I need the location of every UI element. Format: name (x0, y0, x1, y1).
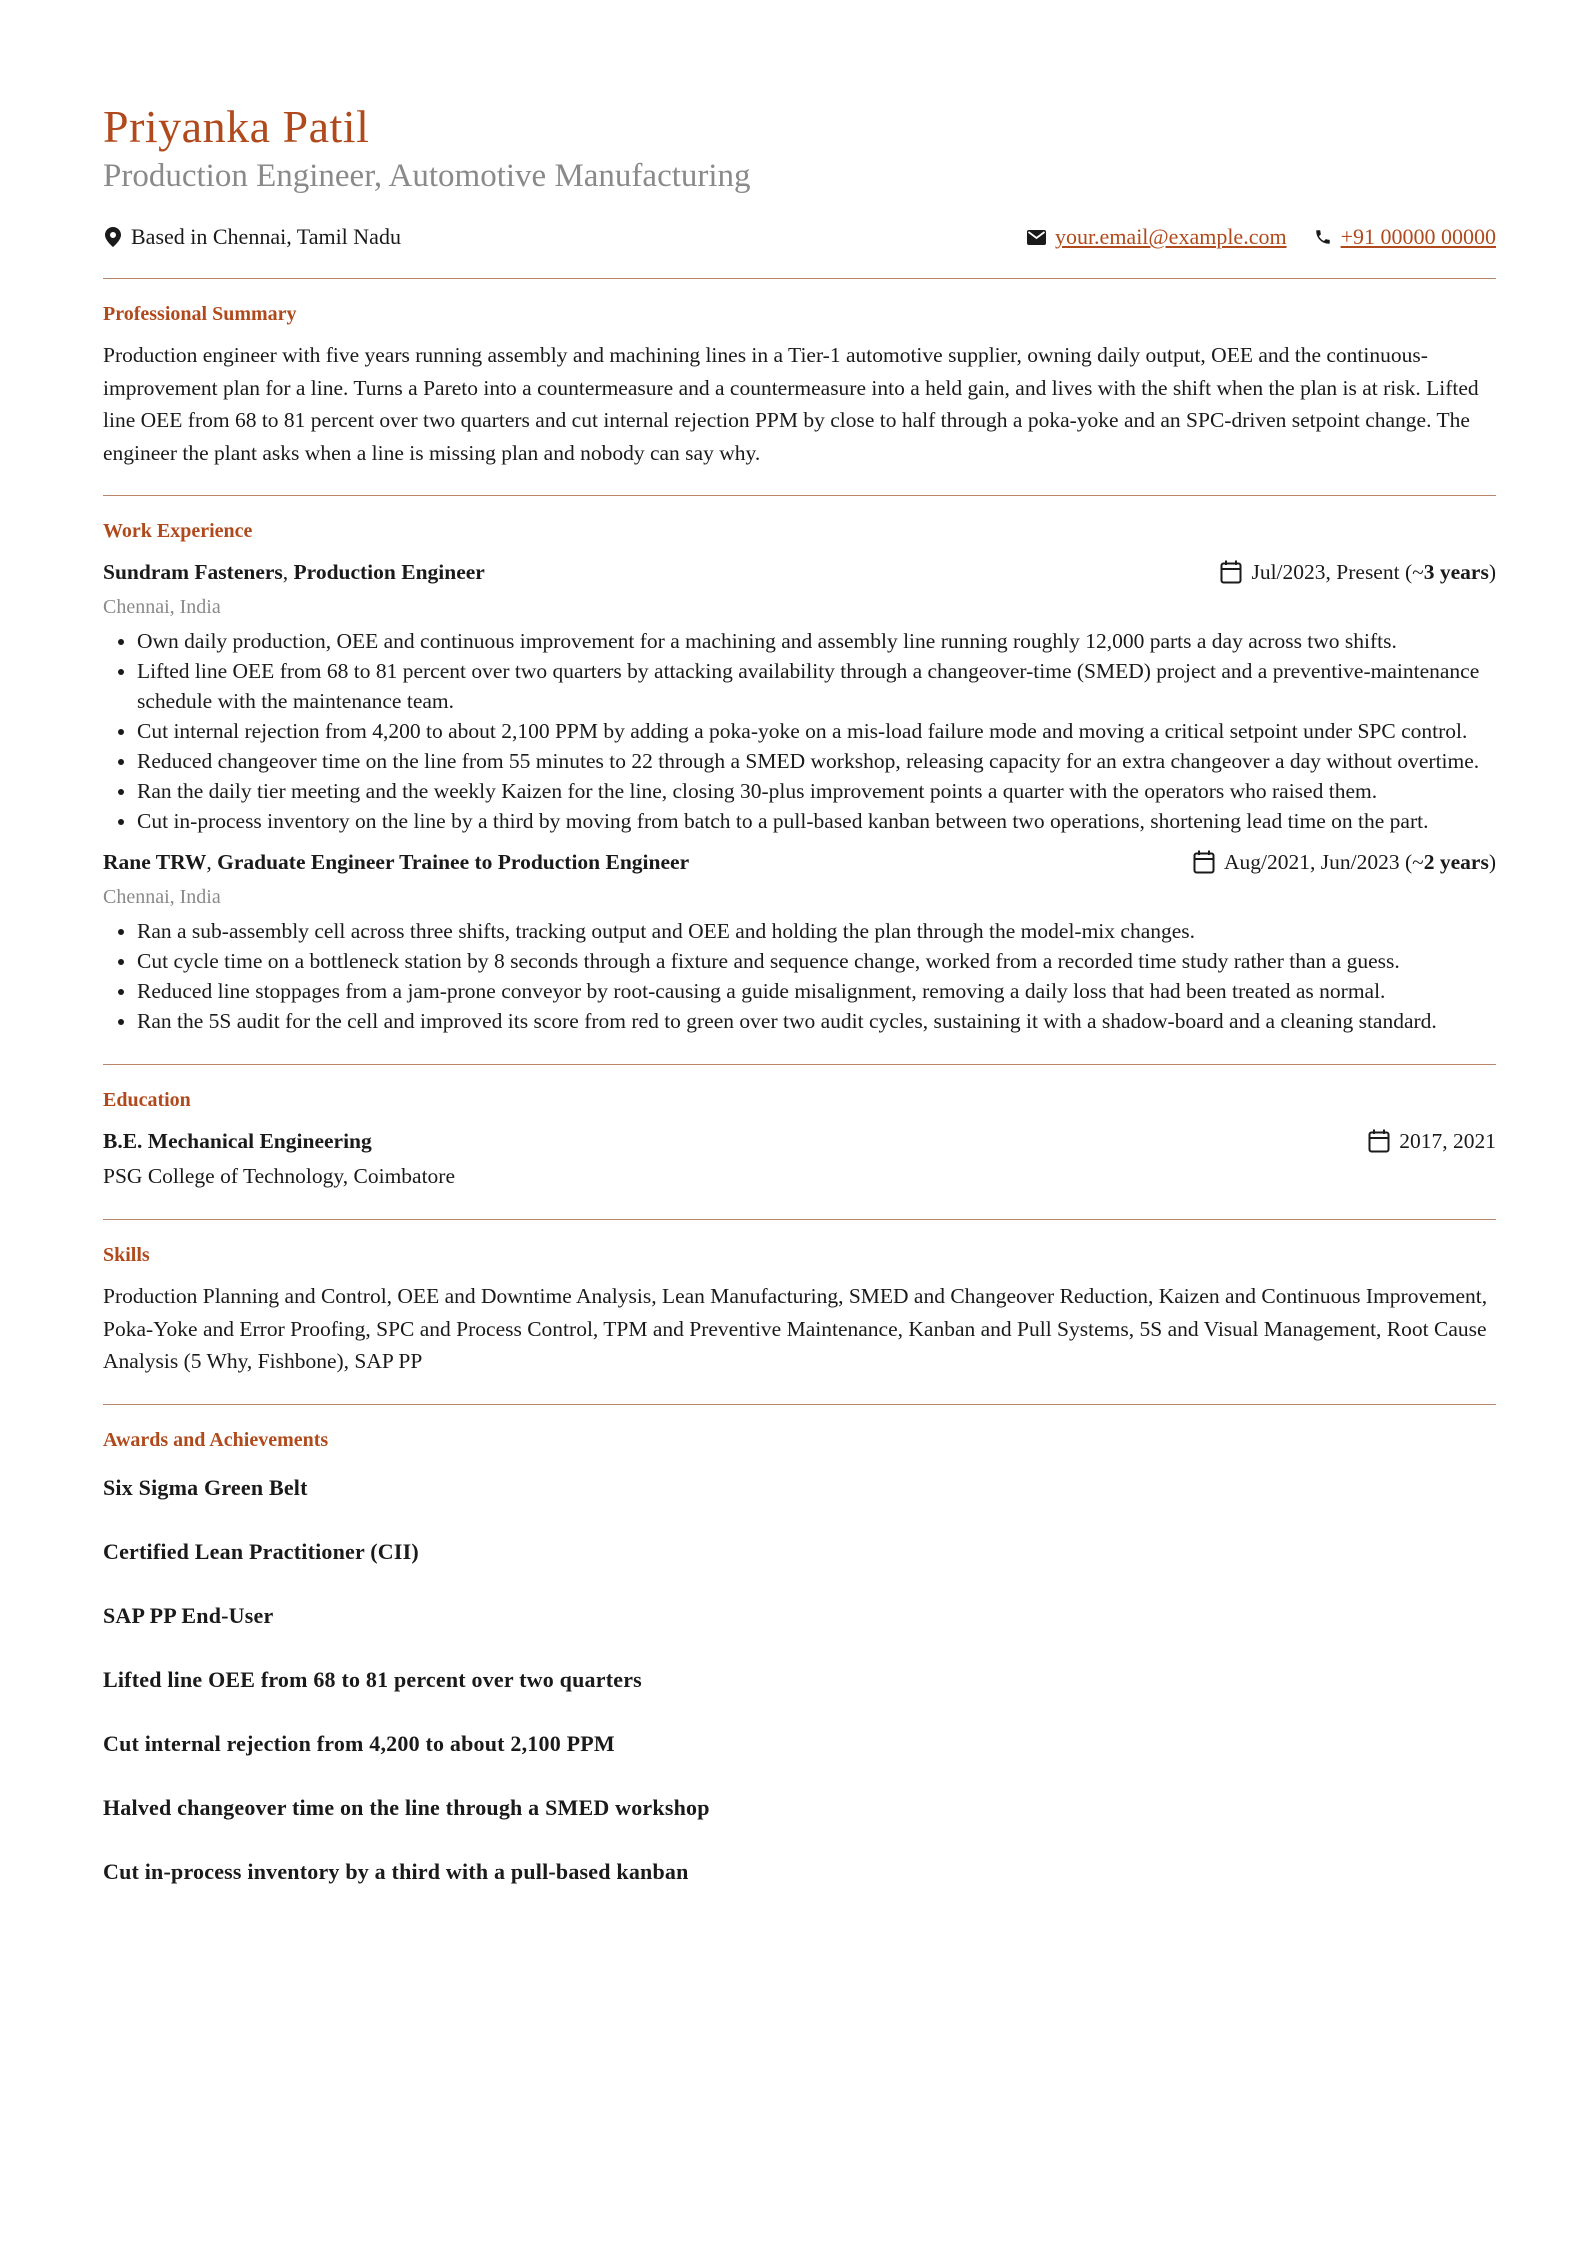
education-section (103, 1065, 1496, 1219)
job-dates (1219, 556, 1496, 588)
calendar-icon (1367, 1129, 1391, 1153)
contact-row (103, 220, 1496, 254)
calendar-icon (1219, 560, 1243, 584)
education-degree: B.E. Mechanical Engineering (103, 1129, 372, 1154)
job-date-close: ) (1488, 560, 1496, 585)
job-location: Chennai, India (103, 596, 221, 619)
contact-links (1027, 224, 1496, 250)
list-item: • Ran a sub-assembly cell across three shifts, tracking output and OEE and holding the plan through the model-mix changes. (137, 916, 1496, 946)
job-duration: 3 years (1423, 560, 1489, 585)
list-item: • Ran the 5S audit for the cell and improved its score from red to green over two audit cycles, sustaining it with a shadow-board and a cleaning standard. (137, 1006, 1496, 1036)
section-title-summary: Professional Summary (103, 303, 297, 326)
award-item: SAP PP End-User (103, 1602, 274, 1628)
job-entry (103, 846, 1496, 1036)
job-entry (103, 556, 1496, 836)
job-title: Sundram Fasteners, Production Engineer (103, 560, 485, 585)
section-title-experience: Work Experience (103, 520, 253, 543)
phone-item (1313, 224, 1496, 250)
job-company: Sundram Fasteners (103, 560, 283, 585)
list-item: • Lifted line OEE from 68 to 81 percent over two quarters by attacking availability through a changeover-time (SMED) project and a preventive-maintenance schedule with the maintenance team. (137, 656, 1496, 716)
award-item: Halved changeover time on the line through a SMED workshop (103, 1794, 710, 1820)
list-item: • Reduced changeover time on the line from 55 minutes to 22 through a SMED workshop, releasing capacity for an extra changeover a day without overtime. (137, 746, 1496, 776)
education-date-range: 2017, 2021 (1399, 1129, 1496, 1154)
list-item: • Own daily production, OEE and continuous improvement for a machining and assembly line running roughly 12,000 parts a day across two shifts. (137, 626, 1496, 656)
education-school: PSG College of Technology, Coimbatore (103, 1164, 456, 1189)
education-dates (1367, 1125, 1496, 1157)
list-item: • Cut internal rejection from 4,200 to about 2,100 PPM by adding a poka-yoke on a mis-load failure mode and moving a critical setpoint under SPC control. (137, 716, 1496, 746)
award-item: Lifted line OEE from 68 to 81 percent over two quarters (103, 1666, 642, 1692)
phone-icon (1313, 227, 1333, 247)
job-dates (1192, 846, 1496, 878)
section-title-education: Education (103, 1089, 191, 1112)
job-location: Chennai, India (103, 886, 221, 909)
skills-section (103, 1220, 1496, 1404)
envelope-icon (1027, 227, 1047, 247)
award-item: Cut internal rejection from 4,200 to about 2,100 PPM (103, 1730, 615, 1756)
award-item: Six Sigma Green Belt (103, 1474, 308, 1500)
section-title-skills: Skills (103, 1244, 150, 1267)
job-company: Rane TRW (103, 850, 207, 875)
list-item: • Cut cycle time on a bottleneck station by 8 seconds through a fixture and sequence change, worked from a recorded time study rather than a guess. (137, 946, 1496, 976)
job-bullets (103, 626, 1496, 836)
phone-link[interactable]: +91 00000 00000 (1340, 224, 1496, 250)
job-role: Graduate Engineer Trainee to Production Engineer (217, 850, 690, 875)
candidate-headline: Production Engineer, Automotive Manufacturing (103, 157, 751, 194)
experience-section (103, 496, 1496, 1064)
list-item: • Ran the daily tier meeting and the weekly Kaizen for the line, closing 30-plus improvement points a quarter with the operators who raised them. (137, 776, 1496, 806)
list-item: • Cut in-process inventory on the line by a third by moving from batch to a pull-based kanban between two operations, shortening lead time on the part. (137, 806, 1496, 836)
location-text: Based in Chennai, Tamil Nadu (131, 224, 401, 250)
job-header (103, 846, 1496, 878)
map-pin-icon (103, 227, 123, 247)
job-role: Production Engineer (293, 560, 485, 585)
email-item (1027, 224, 1287, 250)
summary-text: Production engineer with five years running assembly and machining lines in a Tier-1 automotive supplier, owning daily output, OEE and the continuous-improvement plan for a line. Turns a Pareto into a countermeasure and a countermeasure into a held gain, and lives with the shift when the plan is at risk. Lifted line OEE from 68 to 81 percent over two quarters and cut internal rejection PPM by close to half through a poka-yoke and an SPC-driven setpoint change. The engineer the plant asks when a line is missing plan and nobody can say why. (103, 343, 1479, 465)
award-item: Cut in-process inventory by a third with a pull-based kanban (103, 1858, 689, 1884)
job-date-range: Aug/2021, Jun/2023 (~ (1223, 850, 1424, 875)
job-title: Rane TRW, Graduate Engineer Trainee to Production Engineer (103, 850, 690, 875)
list-item: • Reduced line stoppages from a jam-prone conveyor by root-causing a guide misalignment, removing a daily loss that had been treated as normal. (137, 976, 1496, 1006)
job-bullets (103, 916, 1496, 1036)
calendar-icon (1192, 850, 1216, 874)
award-item: Certified Lean Practitioner (CII) (103, 1538, 419, 1564)
section-title-awards: Awards and Achievements (103, 1428, 329, 1451)
contact-location (103, 224, 401, 250)
education-header (103, 1125, 1496, 1157)
job-date-range: Jul/2023, Present (~ (1251, 560, 1424, 585)
job-date-close: ) (1488, 850, 1496, 875)
email-link[interactable]: your.email@example.com (1054, 224, 1287, 250)
job-duration: 2 years (1423, 850, 1489, 875)
candidate-name: Priyanka Patil (103, 101, 370, 152)
skills-text: Production Planning and Control, OEE and Downtime Analysis, Lean Manufacturing, SMED and Changeover Reduction, Kaizen and Continuous Improvement, Poka-Yoke and Error Proofing, SPC and Process Control, TPM and Preventive Maintenance, Kanban and Pull Systems, 5S and Visual Management, Root Cause Analysis (5 Why, Fishbone), SAP PP (103, 1284, 1488, 1374)
awards-section (103, 1405, 1496, 1947)
job-header (103, 556, 1496, 588)
summary-section (103, 279, 1496, 495)
